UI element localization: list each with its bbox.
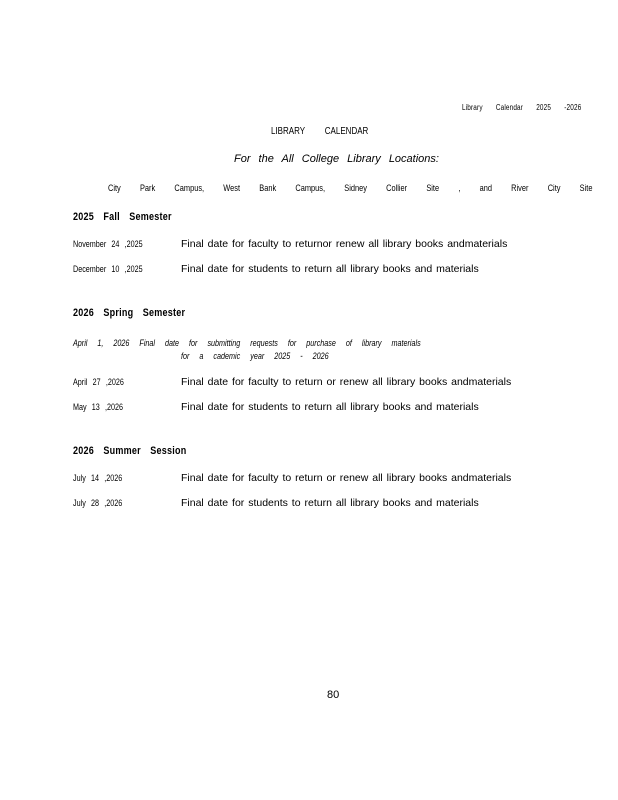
section-heading-summer-2026: 2026 Summer Session bbox=[73, 445, 187, 457]
entry-date: May 13 ,2026 bbox=[73, 402, 124, 412]
entry-date: July 28 ,2026 bbox=[73, 498, 123, 508]
purchase-request-note: April 1, 2026 Final date for submitting requests for purchase of library materials bbox=[73, 338, 421, 348]
entry-text: Final date for faculty to return or renew all library books andmaterials bbox=[181, 376, 512, 388]
page-subtitle: For the All College Library Locations: bbox=[234, 153, 439, 165]
page-number: 80 bbox=[327, 689, 340, 701]
locations-line: City Park Campus, West Bank Campus, Sidney Collier Site , and River City Site bbox=[108, 183, 593, 194]
page-title: LIBRARY CALENDAR bbox=[271, 126, 369, 137]
entry-text: Final date for students to return all library books and materials bbox=[181, 497, 479, 509]
entry-date: July 14 ,2026 bbox=[73, 473, 123, 483]
entry-date: November 24 ,2025 bbox=[73, 239, 143, 249]
entry-text: Final date for faculty to returnor renew all library books andmaterials bbox=[181, 238, 508, 250]
section-heading-fall-2025: 2025 Fall Semester bbox=[73, 211, 172, 223]
entry-date: December 10 ,2025 bbox=[73, 264, 143, 274]
entry-text: Final date for students to return all library books and materials bbox=[181, 401, 479, 413]
entry-text: Final date for students to return all library books and materials bbox=[181, 263, 479, 275]
running-header: Library Calendar 2025 -2026 bbox=[462, 103, 582, 112]
section-heading-spring-2026: 2026 Spring Semester bbox=[73, 307, 186, 319]
entry-date: April 27 ,2026 bbox=[73, 377, 124, 387]
entry-text: Final date for faculty to return or renew all library books andmaterials bbox=[181, 472, 512, 484]
purchase-request-note-continued: for a cademic year 2025 - 2026 bbox=[181, 351, 329, 361]
